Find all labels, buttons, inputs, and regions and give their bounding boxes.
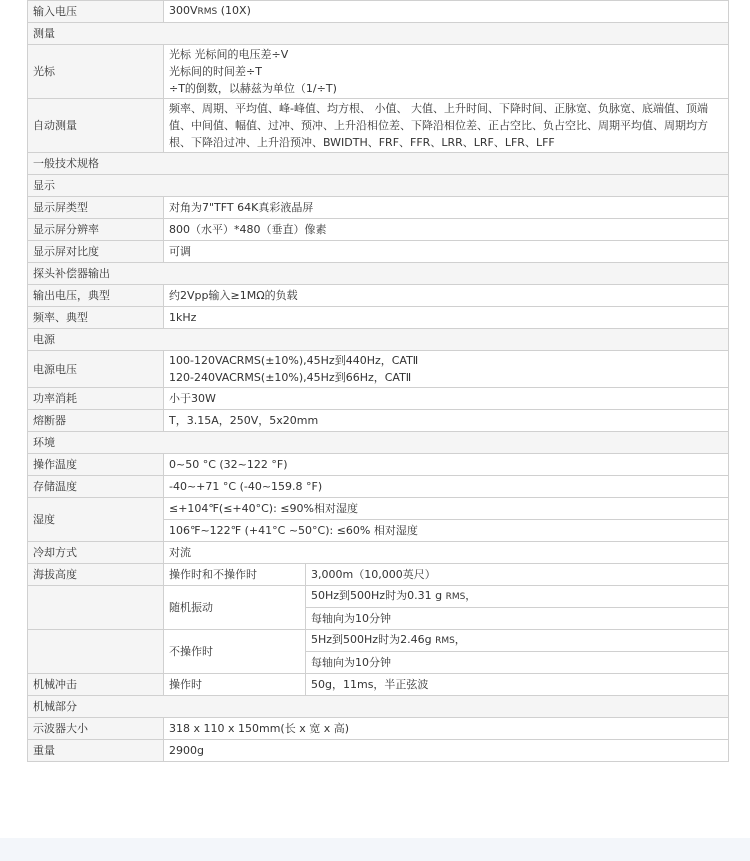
- row-display-section: [28, 175, 729, 197]
- value-operating-temp: 0~50 °C (32~122 °F): [164, 454, 729, 476]
- row-weight: [28, 740, 729, 762]
- row-auto-measure: [28, 99, 729, 153]
- label-humidity: 湿度: [28, 498, 164, 542]
- page-footer-band: [0, 838, 750, 861]
- value-non-operating-2: 每轴向为10分钟: [306, 652, 729, 674]
- row-display-type: [28, 197, 729, 219]
- label-random-vibration-empty: [28, 586, 164, 630]
- value-cursor: [164, 45, 729, 99]
- value-supply-voltage: [164, 351, 729, 388]
- value-random-vibration-2: 每轴向为10分钟: [306, 608, 729, 630]
- row-env-section: [28, 432, 729, 454]
- value-random-vibration-1: [306, 586, 729, 608]
- value-non-operating-1: [306, 630, 729, 652]
- label-power-consumption: 功率消耗: [28, 388, 164, 410]
- row-measure-section: [28, 23, 729, 45]
- value-input-voltage-tail: (10X): [217, 4, 251, 17]
- label-frequency-typical: 频率、典型: [28, 307, 164, 329]
- value-input-voltage-main: 300V: [169, 4, 198, 17]
- row-display-resolution: [28, 219, 729, 241]
- label-input-voltage: 输入电压: [28, 1, 164, 23]
- random-vibration-tail: ，: [465, 589, 477, 602]
- section-measure: 测量: [28, 23, 729, 45]
- row-non-operating-1: [28, 630, 729, 652]
- value-storage-temp: -40~+71 °C (-40~159.8 °F): [164, 476, 729, 498]
- row-supply-voltage: [28, 351, 729, 388]
- label-operating-temp: 操作温度: [28, 454, 164, 476]
- non-operating-main: 5Hz到500Hz时为2.46g: [311, 633, 436, 646]
- row-size: [28, 718, 729, 740]
- row-mech-section: [28, 696, 729, 718]
- label-size: 示波器大小: [28, 718, 164, 740]
- cursor-line-2: 光标间的时间差÷T: [169, 65, 262, 78]
- label-auto-measure: 自动测量: [28, 99, 164, 153]
- label-display-type: 显示屏类型: [28, 197, 164, 219]
- sub-mech-shock: 操作时: [164, 674, 306, 696]
- section-mech: 机械部分: [28, 696, 729, 718]
- row-cursor: [28, 45, 729, 99]
- row-operating-temp: [28, 454, 729, 476]
- row-humidity-1: [28, 498, 729, 520]
- row-power-section: [28, 329, 729, 351]
- value-display-contrast: 可调: [164, 241, 729, 263]
- value-auto-measure: 频率、周期、平均值、峰-峰值、均方根、 小值、 大值、上升时间、下降时间、正脉宽、负脉宽、底端值、顶端值、中间值、幅值、过冲、预冲、上升沿相位差、下降沿相位差、正占空比、负占空比、周期平均值、周期均方根、下降沿过冲、上升沿预冲、BWIDTH、FRF、FFR、LRR、LRF、LFR、LFF: [164, 99, 729, 153]
- non-operating-tail: ，: [454, 633, 466, 646]
- row-input-voltage: [28, 1, 729, 23]
- row-power-consumption: [28, 388, 729, 410]
- label-altitude: 海拔高度: [28, 564, 164, 586]
- supply-voltage-line-2: 120-240VACRMS(±10%),45Hz到66Hz，CATⅡ: [169, 371, 412, 384]
- value-power-consumption: 小于30W: [164, 388, 729, 410]
- row-altitude: [28, 564, 729, 586]
- label-fuse: 熔断器: [28, 410, 164, 432]
- value-humidity-2: 106℉~122℉ (+41°C ~50°C): ≤60% 相对湿度: [164, 520, 729, 542]
- label-storage-temp: 存储温度: [28, 476, 164, 498]
- value-mech-shock: 50g，11ms，半正弦波: [306, 674, 729, 696]
- value-weight: 2900g: [164, 740, 729, 762]
- section-general: 一般技术规格: [28, 153, 729, 175]
- row-display-contrast: [28, 241, 729, 263]
- value-display-resolution: 800（水平）*480（垂直）像素: [164, 219, 729, 241]
- section-power: 电源: [28, 329, 729, 351]
- row-frequency-typical: [28, 307, 729, 329]
- label-non-operating-empty: [28, 630, 164, 674]
- label-cursor: 光标: [28, 45, 164, 99]
- row-output-voltage: [28, 285, 729, 307]
- label-cooling: 冷却方式: [28, 542, 164, 564]
- spec-table: [27, 0, 729, 762]
- section-env: 环境: [28, 432, 729, 454]
- section-probe: 探头补偿器输出: [28, 263, 729, 285]
- value-output-voltage: 约2Vpp输入≥1MΩ的负载: [164, 285, 729, 307]
- section-display: 显示: [28, 175, 729, 197]
- label-display-resolution: 显示屏分辨率: [28, 219, 164, 241]
- row-fuse: [28, 410, 729, 432]
- row-general-section: [28, 153, 729, 175]
- supply-voltage-line-1: 100-120VACRMS(±10%),45Hz到440Hz，CATⅡ: [169, 354, 419, 367]
- cursor-line-1: 光标 光标间的电压差÷V: [169, 48, 289, 61]
- row-cooling: [28, 542, 729, 564]
- value-cooling: 对流: [164, 542, 729, 564]
- row-storage-temp: [28, 476, 729, 498]
- non-operating-sub: RMS: [435, 636, 455, 646]
- random-vibration-main: 50Hz到500Hz时为0.31 g: [311, 589, 446, 602]
- value-display-type: 对角为7"TFT 64K真彩液晶屏: [164, 197, 729, 219]
- label-mech-shock: 机械冲击: [28, 674, 164, 696]
- label-weight: 重量: [28, 740, 164, 762]
- cursor-line-3: ÷T的倒数，以赫兹为单位（1/÷T): [169, 82, 337, 95]
- sub-altitude: 操作时和不操作时: [164, 564, 306, 586]
- label-output-voltage: 输出电压，典型: [28, 285, 164, 307]
- row-random-vibration-1: [28, 586, 729, 608]
- value-fuse: T，3.15A，250V，5x20mm: [164, 410, 729, 432]
- value-humidity-1: ≤+104℉(≤+40°C): ≤90%相对湿度: [164, 498, 729, 520]
- value-size: 318 x 110 x 150mm(长 x 宽 x 高): [164, 718, 729, 740]
- value-altitude: 3,000m（10,000英尺）: [306, 564, 729, 586]
- sub-non-operating: 不操作时: [164, 630, 306, 674]
- value-frequency-typical: 1kHz: [164, 307, 729, 329]
- row-probe-section: [28, 263, 729, 285]
- random-vibration-sub: RMS: [445, 592, 466, 602]
- label-supply-voltage: 电源电压: [28, 351, 164, 388]
- label-display-contrast: 显示屏对比度: [28, 241, 164, 263]
- value-input-voltage-sub: RMS: [197, 7, 218, 17]
- sub-random-vibration: 随机振动: [164, 586, 306, 630]
- row-mech-shock: [28, 674, 729, 696]
- value-input-voltage: [164, 1, 729, 23]
